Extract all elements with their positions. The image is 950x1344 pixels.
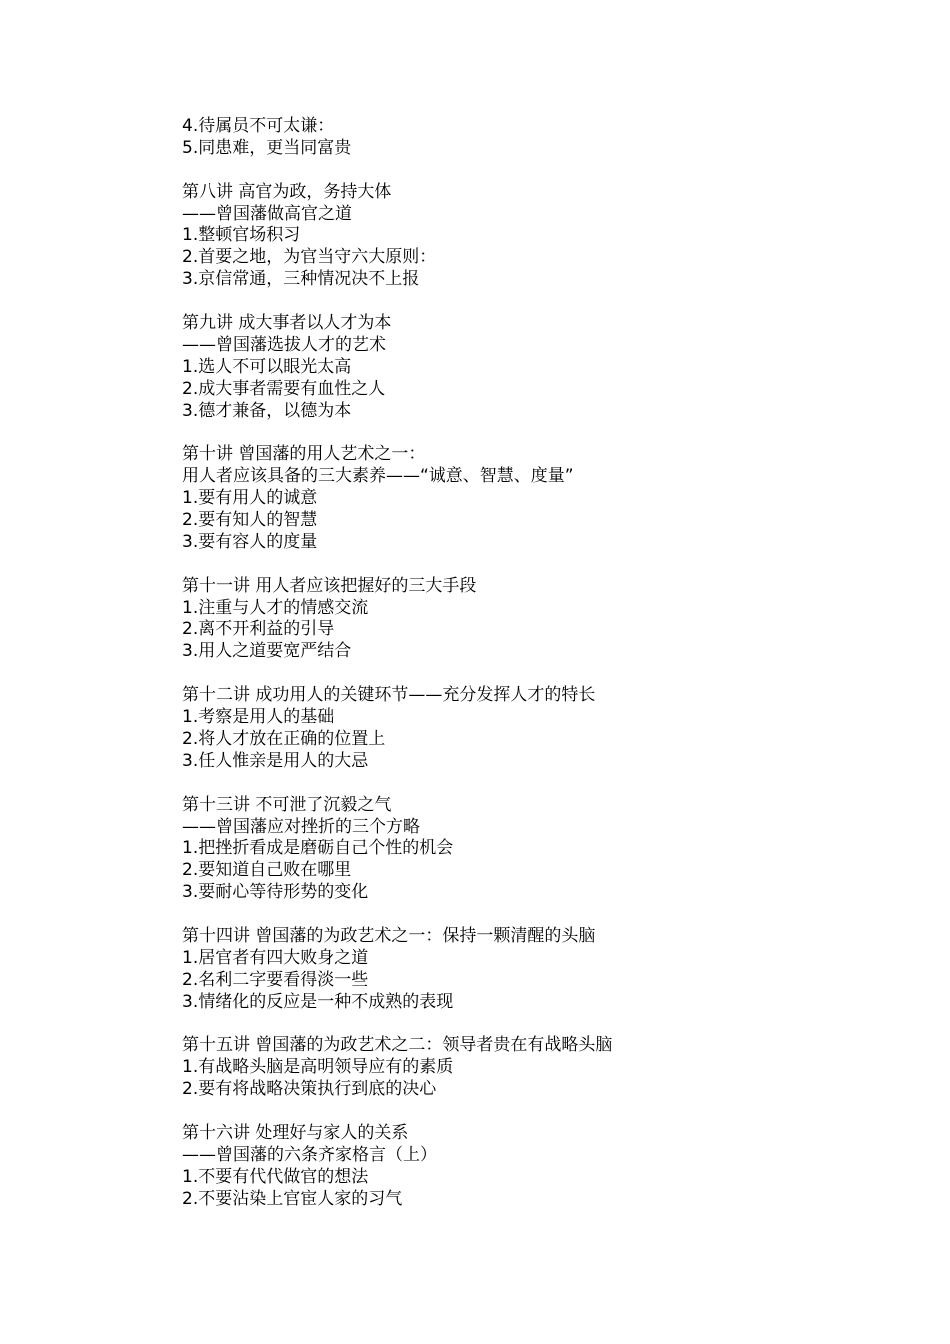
- list-item: 3.要有容人的度量: [182, 531, 318, 552]
- list-item: 1.有战略头脑是高明领导应有的素质: [182, 1057, 454, 1078]
- list-item: 1.整顿官场积习: [182, 225, 301, 246]
- lecture-10: [182, 444, 882, 553]
- list-item: 4.待属员不可太谦：: [182, 116, 335, 136]
- lecture-title: 第十三讲 不可泄了沉毅之气: [182, 794, 392, 815]
- list-item: 3.情绪化的反应是一种不成熟的表现: [182, 991, 454, 1012]
- lecture-title: 第十四讲 曾国藩的为政艺术之一：保持一颗清醒的头脑: [182, 925, 596, 946]
- list-item: 3.任人惟亲是用人的大忌: [182, 750, 369, 771]
- list-item: 2.要有知人的智慧: [182, 510, 318, 531]
- lecture-8: [182, 182, 882, 291]
- lecture-16: [182, 1123, 882, 1211]
- list-item: 1.不要有代代做官的想法: [182, 1166, 369, 1187]
- list-item: 1.居官者有四大败身之道: [182, 947, 369, 968]
- list-item: 2.要知道自己败在哪里: [182, 860, 352, 881]
- lecture-subtitle: ——曾国藩做高官之道: [182, 203, 352, 224]
- lecture-title: 第十讲 曾国藩的用人艺术之一：: [182, 444, 426, 465]
- lecture-title: 第九讲 成大事者以人才为本: [182, 313, 392, 334]
- list-item: 3.德才兼备，以德为本: [182, 400, 352, 421]
- lecture-subtitle: 用人者应该具备的三大素养——“诚意、智慧、度量”: [182, 466, 574, 487]
- lecture-title: 第十一讲 用人者应该把握好的三大手段: [182, 575, 477, 596]
- list-item: 1.注重与人才的情感交流: [182, 597, 369, 618]
- lecture-11: [182, 576, 882, 664]
- lecture-13: [182, 795, 882, 904]
- list-item: 1.选人不可以眼光太高: [182, 356, 352, 377]
- lecture-14: [182, 926, 882, 1014]
- lecture-title: 第十二讲 成功用人的关键环节——充分发挥人才的特长: [182, 685, 596, 706]
- list-item: 3.京信常通，三种情况决不上报: [182, 269, 420, 290]
- intro-block: [182, 116, 882, 160]
- lecture-title: 第十五讲 曾国藩的为政艺术之二：领导者贵在有战略头脑: [182, 1035, 613, 1056]
- list-item: 1.把挫折看成是磨砺自己个性的机会: [182, 838, 454, 859]
- list-item: 2.离不开利益的引导: [182, 619, 335, 640]
- list-item: 2.名利二字要看得淡一些: [182, 969, 369, 990]
- lecture-subtitle: ——曾国藩选拔人才的艺术: [182, 334, 386, 355]
- lecture-9: [182, 313, 882, 422]
- list-item: 2.首要之地，为官当守六大原则：: [182, 247, 437, 268]
- list-item: 1.考察是用人的基础: [182, 707, 335, 728]
- list-item: 2.将人才放在正确的位置上: [182, 728, 386, 749]
- list-item: 3.用人之道要宽严结合: [182, 641, 352, 662]
- document-page: [182, 116, 882, 1211]
- list-item: 2.要有将战略决策执行到底的决心: [182, 1079, 437, 1100]
- list-item: 3.要耐心等待形势的变化: [182, 882, 369, 903]
- lecture-12: [182, 685, 882, 773]
- lecture-15: [182, 1035, 882, 1101]
- list-item: 2.不要沾染上官宦人家的习气: [182, 1188, 403, 1209]
- lecture-title: 第十六讲 处理好与家人的关系: [182, 1122, 409, 1143]
- lecture-subtitle: ——曾国藩应对挫折的三个方略: [182, 816, 420, 837]
- lecture-subtitle: ——曾国藩的六条齐家格言（上）: [182, 1144, 437, 1165]
- lecture-title: 第八讲 高官为政，务持大体: [182, 181, 392, 202]
- list-item: 1.要有用人的诚意: [182, 488, 318, 509]
- list-item: 2.成大事者需要有血性之人: [182, 378, 386, 399]
- list-item: 5.同患难，更当同富贵: [182, 137, 352, 158]
